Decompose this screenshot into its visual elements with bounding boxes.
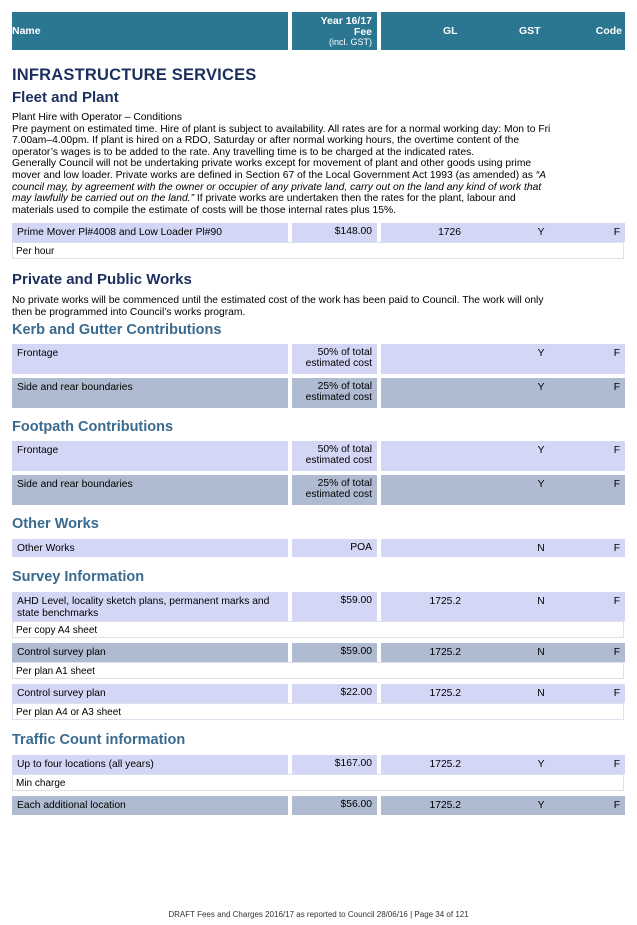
row-name	[12, 592, 288, 621]
fee-row	[12, 475, 625, 505]
row-codes	[381, 755, 625, 774]
row-codes	[381, 592, 625, 621]
fleet-line: materials used to compile the estimate of costs will be those internal rates plus 15%.	[12, 204, 397, 216]
fee-row	[12, 378, 625, 408]
row-fee-line1: 50% of total	[317, 347, 372, 358]
row-fee-line1: 50% of total	[317, 444, 372, 455]
row-fee	[292, 475, 377, 505]
row-code: F	[613, 348, 620, 359]
fleet-line: operator’s wages is to be added to the rate. Any travelling time is to be charged at the indicated rates.	[12, 146, 475, 158]
fleet-line-with-quote-end	[12, 193, 624, 205]
row-fee-line1: 25% of total	[317, 478, 372, 489]
row-code: F	[613, 647, 620, 658]
row-name: Frontage	[12, 344, 288, 374]
row-name-line2: state benchmarks	[17, 607, 99, 619]
row-fee: $59.00	[292, 592, 377, 621]
row-name: Side and rear boundaries	[12, 475, 288, 505]
row-name: Control survey plan	[12, 684, 288, 703]
row-name: Side and rear boundaries	[12, 378, 288, 408]
fleet-quote-end: may lawfully be carried out on the land.	[12, 193, 191, 205]
row-code: F	[613, 596, 620, 607]
fleet-line: Generally Council will not be undertaking private works except for movement of plant and other goods using prime	[12, 158, 532, 170]
row-name-line1: AHD Level, locality sketch plans, permanent marks and	[17, 596, 270, 607]
row-note: Per plan A1 sheet	[12, 662, 624, 679]
fee-row	[12, 684, 625, 703]
row-gst: Y	[537, 227, 545, 238]
row-gst: N	[537, 688, 545, 699]
row-codes	[381, 223, 625, 242]
row-fee	[292, 344, 377, 374]
fleet-line: 7.00am–4.00pm. If plant is hired on a RDO, Saturday or after normal working hours, the overtime content of the	[12, 135, 520, 147]
fleet-line-tail: If private works are undertaken then the rates for the plant, labour and	[194, 193, 516, 205]
fee-row	[12, 441, 625, 471]
footpath-title: Footpath Contributions	[12, 419, 174, 435]
row-gl: 1726	[438, 227, 461, 238]
column-header-name	[12, 12, 288, 50]
kerb-title: Kerb and Gutter Contributions	[12, 322, 222, 338]
row-name: Prime Mover Pl#4008 and Low Loader Pl#90	[12, 223, 288, 242]
row-gst: Y	[537, 382, 545, 393]
row-gl: 1725.2	[429, 596, 461, 607]
row-fee	[292, 441, 377, 471]
row-name: Frontage	[12, 441, 288, 471]
row-gst: N	[537, 596, 545, 607]
fleet-line: Plant Hire with Operator – Conditions	[12, 112, 182, 123]
fee-row	[12, 539, 625, 557]
fleet-line: mover and low loader. Private works are defined in Section 67 of the Local Government Act 1993 (as amended) as	[12, 169, 533, 181]
header-fee-line1: Year 16/17	[320, 15, 372, 27]
quote-close: ”	[190, 193, 195, 205]
row-gst: Y	[537, 445, 545, 456]
private-text	[12, 295, 624, 318]
row-gst: N	[537, 647, 545, 658]
header-code-label: Code	[595, 25, 622, 37]
row-gst: Y	[537, 348, 545, 359]
row-gst: Y	[537, 800, 545, 811]
row-codes	[381, 378, 625, 408]
row-fee	[292, 378, 377, 408]
fleet-line: Pre payment on estimated time. Hire of plant is subject to availability. All rates are for a normal working day: Mon to Fri	[12, 123, 551, 135]
private-title: Private and Public Works	[12, 271, 192, 288]
row-fee: POA	[292, 539, 377, 557]
header-fee-line2: Fee	[353, 26, 372, 38]
column-header-fee	[292, 12, 377, 50]
row-name: Up to four locations (all years)	[12, 755, 288, 774]
fee-row	[12, 592, 625, 621]
row-fee-line1: 25% of total	[317, 381, 372, 392]
column-header-group	[381, 12, 625, 50]
row-note: Per hour	[12, 242, 624, 259]
fee-row	[12, 643, 625, 662]
row-codes	[381, 796, 625, 815]
row-name: Other Works	[12, 539, 288, 557]
row-code: F	[613, 688, 620, 699]
row-code: F	[613, 382, 620, 393]
header-gst-label: GST	[519, 25, 541, 37]
row-code: F	[613, 543, 620, 554]
row-gl: 1725.2	[429, 800, 461, 811]
other-title: Other Works	[12, 516, 99, 532]
row-fee: $148.00	[292, 223, 377, 242]
header-name-label: Name	[12, 25, 41, 37]
row-name: Control survey plan	[12, 643, 288, 662]
row-fee-line2: estimated cost	[305, 454, 372, 466]
row-gst: Y	[537, 479, 545, 490]
row-fee: $167.00	[292, 755, 377, 774]
traffic-title: Traffic Count information	[12, 732, 186, 748]
fee-row	[12, 796, 625, 815]
row-gst: N	[537, 543, 545, 554]
page-footer: DRAFT Fees and Charges 2016/17 as reported to Council 28/06/16 | Page 34 of 121	[168, 910, 469, 919]
section-title: INFRASTRUCTURE SERVICES	[12, 66, 257, 84]
row-gl: 1725.2	[429, 647, 461, 658]
row-note: Per plan A4 or A3 sheet	[12, 703, 624, 720]
row-codes	[381, 539, 625, 557]
fleet-line-with-quote	[12, 170, 624, 182]
fee-row	[12, 223, 625, 242]
row-codes	[381, 475, 625, 505]
row-code: F	[613, 445, 620, 456]
row-name: Each additional location	[12, 796, 288, 815]
row-gl: 1725.2	[429, 759, 461, 770]
row-code: F	[613, 800, 620, 811]
header-gl-label: GL	[443, 25, 458, 37]
row-gst: Y	[537, 759, 545, 770]
fleet-conditions	[12, 112, 624, 216]
row-codes	[381, 441, 625, 471]
row-code: F	[613, 227, 620, 238]
survey-title: Survey Information	[12, 569, 145, 585]
row-code: F	[613, 479, 620, 490]
row-codes	[381, 344, 625, 374]
private-line: No private works will be commenced until the estimated cost of the work has been paid to Council. The work will only	[12, 295, 544, 306]
row-fee-line2: estimated cost	[305, 391, 372, 403]
row-note: Per copy A4 sheet	[12, 621, 624, 638]
header-fee-line3: (incl. GST)	[328, 37, 372, 47]
row-code: F	[613, 759, 620, 770]
row-fee-line2: estimated cost	[305, 488, 372, 500]
row-fee: $59.00	[292, 643, 377, 662]
quote-open: “A	[535, 169, 547, 181]
private-line: then be programmed into Council’s works program.	[12, 306, 246, 318]
row-gl: 1725.2	[429, 688, 461, 699]
fee-row	[12, 344, 625, 374]
row-fee: $56.00	[292, 796, 377, 815]
row-fee: $22.00	[292, 684, 377, 703]
row-note: Min charge	[12, 774, 624, 791]
fee-row	[12, 755, 625, 774]
row-codes	[381, 684, 625, 703]
fleet-title: Fleet and Plant	[12, 89, 119, 106]
fleet-quote-line: council may, by agreement with the owner or occupier of any private land, carry out on the land any kind of work that	[12, 181, 542, 193]
row-codes	[381, 643, 625, 662]
row-fee-line2: estimated cost	[305, 357, 372, 369]
